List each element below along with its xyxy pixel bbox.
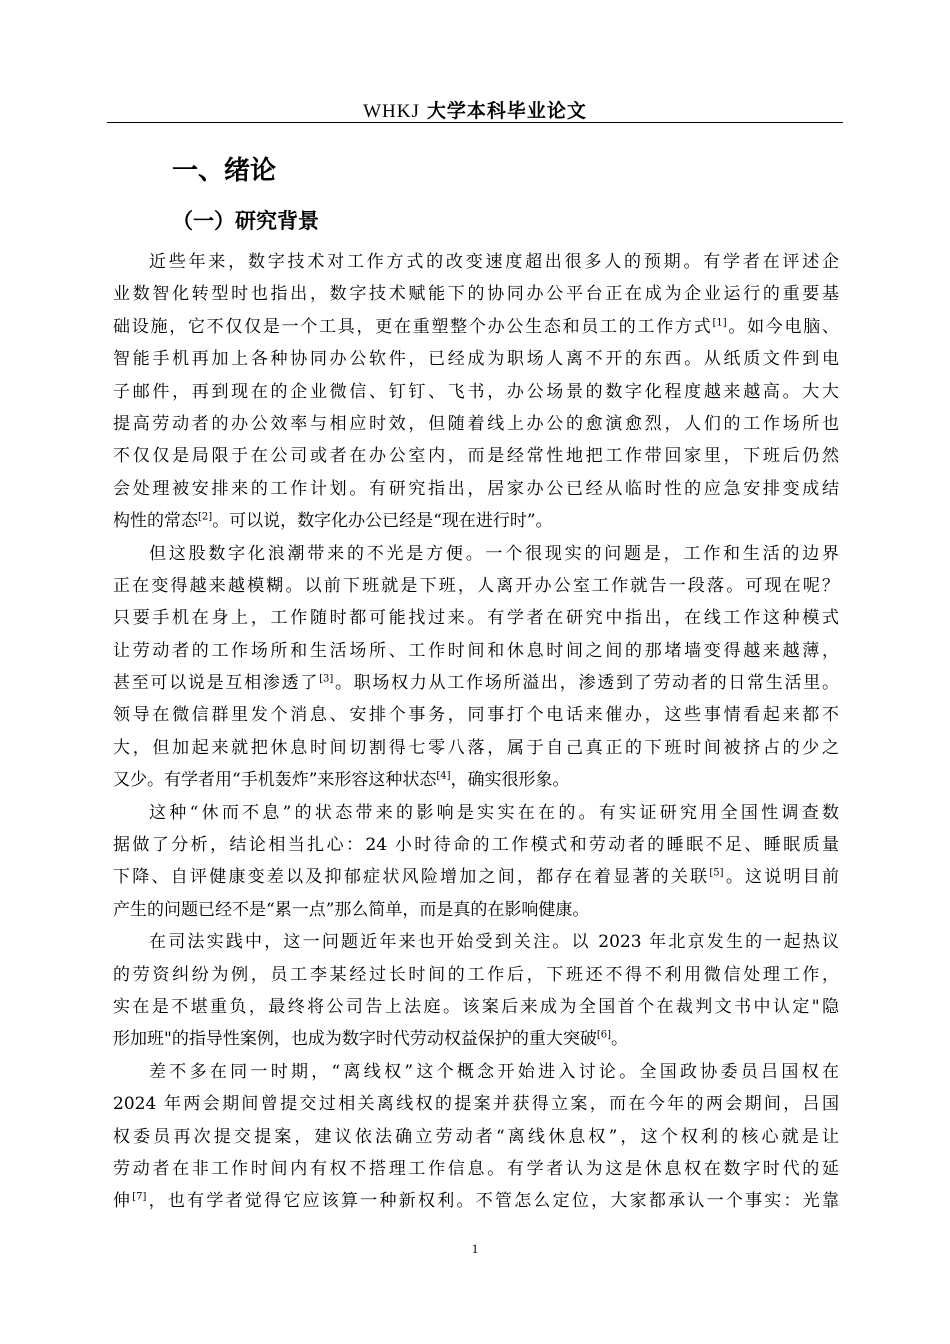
text-line [113, 635, 839, 667]
citation-marker: [4] [436, 770, 451, 782]
citation-marker: [3] [319, 673, 334, 685]
text-run: 让劳动者的工作场所和生活场所、工作时间和休息时间之间的那堵墙变得越来越薄， [113, 640, 839, 661]
text-run: 子邮件，再到现在的企业微信、钉钉、飞书，办公场景的数字化程度越来越高。大大 [113, 381, 839, 402]
text-line [113, 505, 839, 537]
text-run: 近些年来，数字技术对工作方式的改变速度超出很多人的预期。有学者在评述企 [149, 252, 839, 272]
text-run: 又少。有学者用“手机轰炸”来形容这种状态 [113, 770, 437, 791]
text-run: 提高劳动者的办公效率与相应时效，但随着线上办公的愈演愈烈，人们的工作场所也 [113, 413, 839, 434]
text-line [113, 894, 839, 926]
text-run: 在司法实践中，这一问题近年来也开始受到关注。以 2023 年北京发生的一起热议 [149, 932, 839, 953]
header-title: 大学本科毕业论文 [426, 100, 587, 122]
text-run: 会处理被安排来的工作计划。有研究指出，居家办公已经从临时性的应急安排变成结 [113, 478, 839, 499]
text-run: 但这股数字化浪潮带来的不光是方便。一个很现实的问题是，工作和生活的边界 [149, 543, 839, 564]
text-run: 智能手机再加上各种协同办公软件，已经成为职场人离不开的东西。从纸质文件到电 [113, 349, 839, 370]
text-run: 领导在微信群里发个消息、安排个事务，同事打个电话来催办，这些事情看起来都不 [113, 705, 839, 726]
chapter-heading: 一、绪论 [172, 156, 277, 186]
text-line [113, 667, 839, 699]
text-run: 劳动者在非工作时间内有权不搭理工作信息。有学者认为这是休息权在数字时代的延 [113, 1158, 839, 1179]
text-line [113, 732, 839, 764]
text-line [113, 408, 839, 440]
citation-marker: [5] [709, 867, 724, 879]
text-run: 。这说明目前 [723, 867, 840, 888]
text-run: 据做了分析，结论相当扎心：24 小时待命的工作模式和劳动者的睡眠不足、睡眠质量 [113, 835, 839, 856]
text-run: 。如今电脑、 [726, 316, 840, 337]
text-line [113, 829, 839, 861]
text-line [113, 538, 839, 570]
text-run: 不仅仅是局限于在公司或者在办公室内，而是经常性地把工作带回家里，下班后仍然 [113, 446, 839, 467]
text-run: 只要手机在身上，工作随时都可能找过来。有学者在研究中指出，在线工作这种模式 [113, 608, 839, 629]
text-line [113, 797, 839, 829]
text-line [113, 861, 839, 893]
text-line [113, 473, 839, 505]
text-line [113, 602, 839, 634]
text-line [113, 764, 839, 796]
text-run: 这种“休而不息”的状态带来的影响是实实在在的。有实证研究用全国性调查数 [149, 802, 839, 823]
text-line [113, 440, 839, 472]
text-run: ，确实很形象。 [450, 770, 570, 791]
header-rule [107, 122, 843, 123]
text-run: 2024 年两会期间曾提交过相关离线权的提案并获得立案，而在今年的两会期间，吕国 [113, 1094, 839, 1115]
page-number: 1 [471, 1241, 479, 1256]
text-run: 权委员再次提交提案，建议依法确立劳动者“离线休息权”，这个权利的核心就是让 [113, 1126, 839, 1147]
text-run: 下降、自评健康变差以及抑郁症状风险增加之间，都存在着显著的关联 [113, 867, 710, 888]
text-run: 的劳资纠纷为例，员工李某经过长时间的工作后，下班还不得不利用微信处理工作， [113, 964, 839, 985]
text-line [113, 1185, 839, 1217]
text-line [113, 311, 839, 343]
text-line [113, 991, 839, 1023]
text-run: ，也有学者觉得它应该算一种新权利。不管怎么定位，大家都承认一个事实：光靠 [146, 1191, 840, 1212]
text-run: 础设施，它不仅仅是一个工具，更在重塑整个办公生态和员工的工作方式 [113, 316, 713, 337]
text-line [113, 1088, 839, 1120]
text-line [113, 926, 839, 958]
text-run: 形加班"的指导性案例，也成为数字时代劳动权益保护的重大突破 [113, 1029, 597, 1050]
text-run: 大，但加起来就把休息时间切割得七零八落，属于自己真正的下班时间被挤占的少之 [113, 737, 839, 758]
text-run: 甚至可以说是互相渗透了 [113, 673, 320, 694]
text-line [113, 1056, 839, 1088]
text-run: 正在变得越来越模糊。以前下班就是下班，人离开办公室工作就告一段落。可现在呢？ [113, 575, 839, 596]
running-header [0, 96, 950, 123]
text-line [113, 1023, 839, 1055]
header-latin: WHKJ [363, 101, 420, 122]
text-line [113, 699, 839, 731]
citation-marker: [6] [596, 1029, 611, 1041]
text-run: 业数智化转型时也指出，数字技术赋能下的协同办公平台正在成为企业运行的重要基 [113, 284, 839, 305]
text-line [113, 570, 839, 602]
text-line [113, 959, 839, 991]
body-text [113, 246, 839, 1218]
text-run: 实在是不堪重负，最终将公司告上法庭。该案后来成为全国首个在裁判文书中认定"隐 [113, 996, 839, 1017]
text-run: 产生的问题已经不是“累一点”那么简单，而是真的在影响健康。 [113, 899, 590, 920]
text-line [113, 1153, 839, 1185]
citation-marker: [1] [712, 317, 727, 329]
text-run: 。职场权力从工作场所溢出，渗透到了劳动者的日常生活里。 [333, 673, 840, 694]
section-heading: （一）研究背景 [172, 209, 319, 233]
text-line [113, 376, 839, 408]
text-line [113, 246, 839, 278]
citation-marker: [7] [132, 1191, 147, 1203]
text-run: 差不多在同一时期，“离线权”这个概念开始进入讨论。全国政协委员吕国权在 [149, 1061, 839, 1082]
text-line [113, 1121, 839, 1153]
text-run: 伸 [113, 1191, 133, 1212]
text-run: 。 [611, 1029, 628, 1050]
text-run: 。可以说，数字化办公已经是“现在进行时”。 [212, 511, 553, 532]
text-run: 构性的常态 [113, 511, 198, 532]
text-line [113, 343, 839, 375]
text-line [113, 278, 839, 310]
citation-marker: [2] [198, 511, 213, 523]
